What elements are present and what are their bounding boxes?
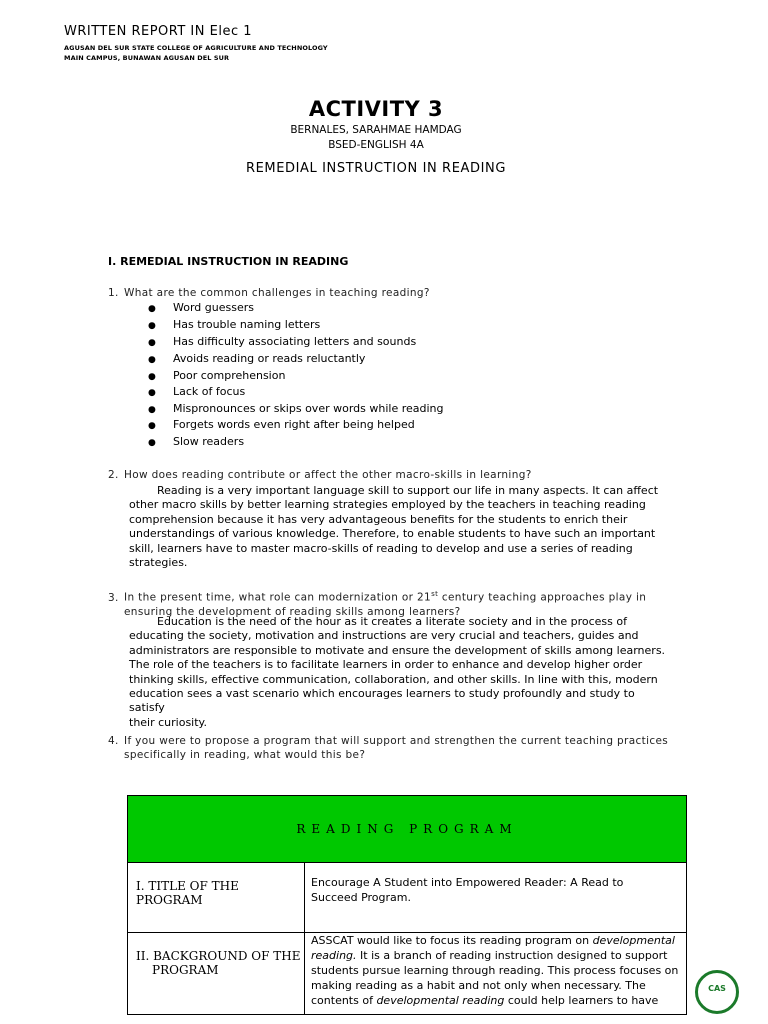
list-item: ● Mispronounces or skips over words while reading: [148, 402, 444, 415]
question-text: What are the common challenges in teaching reading?: [124, 287, 430, 299]
list-item: ● Has difficulty associating letters and sounds: [148, 335, 417, 348]
bullet-icon: ●: [148, 438, 156, 448]
answer-2: Reading is a very important language skill to support our life in many aspects. It can affect other macro skills by better learning strategies employed by the teachers in teaching reading comprehension because it has very advantageous benefits for the students to enrich their understandings of various knowledge. Therefore, to enable students to have such an important skill, learners have to master macro-skills of reading to develop and use a series of reading strategies.: [129, 484, 659, 570]
college-seal-icon: [695, 970, 739, 1014]
course: BSED-ENGLISH 4A: [328, 139, 424, 151]
list-item: ● Has trouble naming letters: [148, 318, 321, 331]
bullet-icon: ●: [148, 372, 156, 382]
list-item: ● Forgets words even right after being helped: [148, 418, 415, 431]
reading-program-table: [127, 795, 687, 1015]
table-row-label: II. BACKGROUND OF THE PROGRAM: [128, 933, 305, 1015]
answer-3: Education is the need of the hour as it creates a literate society and in the process of educating the society, motivation and instructions are very crucial and teachers, guides and administrators are responsible to motivate and ensure the development of skills among learners. The role of the teachers is to facilitate learners in order to enhance and develop higher order thinking skills, effective communication, collaboration, and other skills. In line with this, modern education sees a vast scenario which encourages learners to study profoundly and study to satisfy their curiosity.: [129, 615, 666, 729]
bullet-icon: ●: [148, 421, 156, 431]
table-row-value: Encourage A Student into Empowered Reader: A Read to Succeed Program.: [305, 863, 687, 933]
table-header: READING PROGRAM: [128, 796, 687, 863]
question-3: 3. In the present time, what role can modernization or 21st century teaching approaches play in ensuring the development of reading skills among learners?: [108, 590, 647, 618]
question-number: 4.: [108, 735, 119, 747]
campus-name: MAIN CAMPUS, BUNAWAN AGUSAN DEL SUR: [64, 54, 230, 62]
list-item: ● Poor comprehension: [148, 369, 286, 382]
bullet-icon: ●: [148, 355, 156, 365]
question-4: 4. If you were to propose a program that will support and strengthen the current teaching practices specifically in reading, what would this be?: [108, 735, 669, 761]
table-row-value: ASSCAT would like to focus its reading program on developmental reading. It is a branch of reading instruction designed to support students pursue learning through reading. This process focuses on making reading as a habit and not only when necessary. The contents of developmental reading could help learners to have: [305, 933, 687, 1015]
question-number: 3.: [108, 591, 119, 604]
document-subtitle: REMEDIAL INSTRUCTION IN READING: [245, 161, 507, 176]
bullet-icon: ●: [148, 321, 156, 331]
question-text: How does reading contribute or affect the other macro-skills in learning?: [124, 469, 532, 481]
seal-text: CAS: [708, 984, 726, 993]
list-item: ● Lack of focus: [148, 385, 246, 398]
table-row-label: I. TITLE OF THE PROGRAM: [128, 863, 305, 933]
report-title: WRITTEN REPORT IN Elec 1: [64, 24, 252, 39]
question-number: 1.: [108, 287, 119, 299]
list-item: ● Slow readers: [148, 435, 245, 448]
question-1: [108, 286, 430, 300]
bullet-icon: ●: [148, 405, 156, 415]
bullet-icon: ●: [148, 388, 156, 398]
bullet-icon: ●: [148, 304, 156, 314]
list-item: ● Avoids reading or reads reluctantly: [148, 352, 366, 365]
bullet-icon: ●: [148, 338, 156, 348]
student-name: BERNALES, SARAHMAE HAMDAG: [290, 124, 462, 136]
section-heading: I. REMEDIAL INSTRUCTION IN READING: [108, 255, 349, 268]
list-item: ● Word guessers: [148, 301, 254, 314]
question-2: [108, 468, 532, 482]
question-number: 2.: [108, 469, 119, 481]
school-name: AGUSAN DEL SUR STATE COLLEGE OF AGRICULTURE AND TECHNOLOGY: [64, 44, 328, 52]
activity-title: ACTIVITY 3: [308, 97, 444, 121]
